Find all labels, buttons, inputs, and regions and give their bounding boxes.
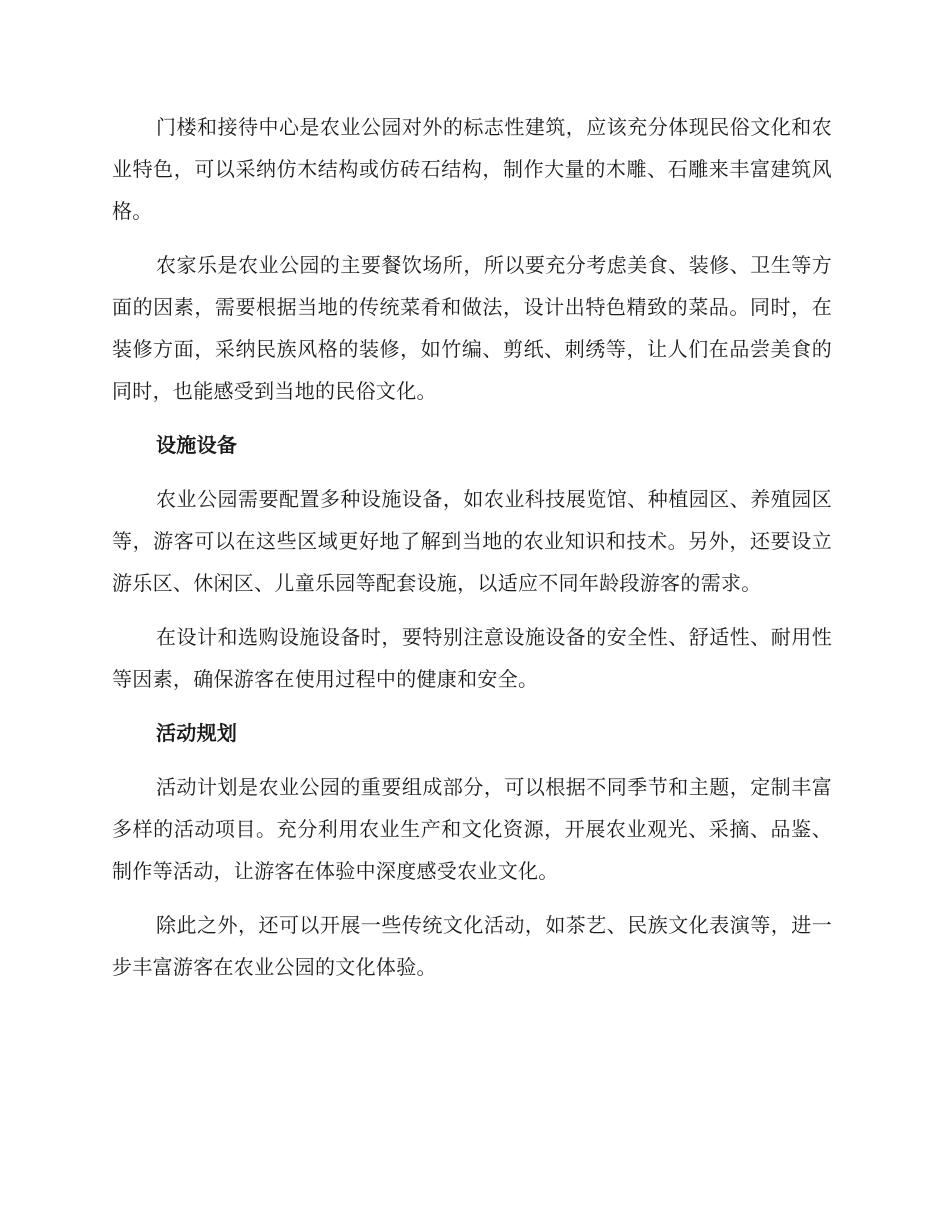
section-heading-activities: 活动规划 [156, 721, 238, 745]
paragraph-activity-plan: 活动计划是农业公园的重要组成部分，可以根据不同季节和主题，定制丰富多样的活动项目。充分利用农业生产和文化资源，开展农业观光、采摘、品鉴、制作等活动，让游客在体验中深度感受农业文化。 [112, 775, 832, 883]
paragraph-gate-reception: 门楼和接待中心是农业公园对外的标志性建筑，应该充分体现民俗文化和农业特色，可以采纳仿木结构或仿砖石结构，制作大量的木雕、石雕来丰富建筑风格。 [112, 115, 832, 223]
paragraph-facilities-config: 农业公园需要配置多种设施设备，如农业科技展览馆、种植园区、养殖园区等，游客可以在这些区域更好地了解到当地的农业知识和技术。另外，还要设立游乐区、休闲区、儿童乐园等配套设施，以适应不同年龄段游客的需求。 [112, 487, 832, 595]
document-body [112, 106, 832, 1000]
paragraph-cultural-activities: 除此之外，还可以开展一些传统文化活动，如茶艺、民族文化表演等，进一步丰富游客在农业公园的文化体验。 [112, 913, 832, 979]
paragraph-farmhouse-dining: 农家乐是农业公园的主要餐饮场所，所以要充分考虑美食、装修、卫生等方面的因素，需要根据当地的传统菜肴和做法，设计出特色精致的菜品。同时，在装修方面，采纳民族风格的装修，如竹编、剪纸、刺绣等，让人们在品尝美食的同时，也能感受到当地的民俗文化。 [112, 253, 832, 403]
section-heading-facilities: 设施设备 [156, 433, 238, 457]
paragraph-facilities-safety: 在设计和选购设施设备时，要特别注意设施设备的安全性、舒适性、耐用性等因素，确保游客在使用过程中的健康和安全。 [112, 625, 832, 691]
